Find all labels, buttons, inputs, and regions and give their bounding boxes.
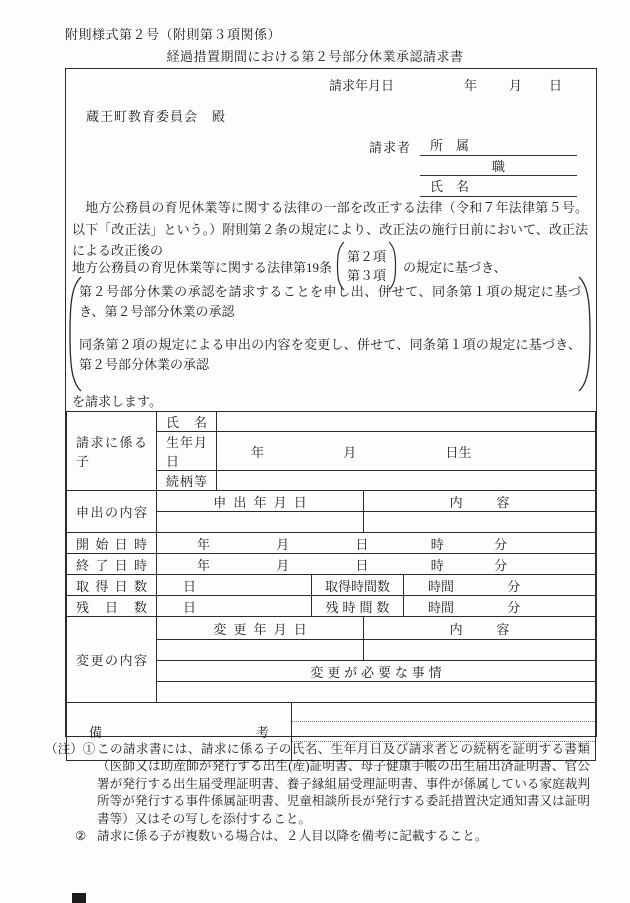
- child-dob-value-cell: [217, 432, 596, 471]
- options-block: [68, 275, 592, 393]
- start-hour-unit: 時: [430, 536, 444, 552]
- days-taken-value-cell: [157, 575, 312, 596]
- days-taken-label: 取得日数: [76, 578, 147, 594]
- child-relation-value-cell: [217, 471, 596, 491]
- end-year-unit: 年: [197, 557, 211, 573]
- days-left-label: 残日数: [76, 599, 147, 615]
- change-section-label: 変更の内容: [76, 653, 147, 668]
- form-number: 附則様式第２号（附則第３項関係）: [65, 27, 282, 42]
- child-name-label-cell: [157, 412, 217, 432]
- dob-year-unit: 年: [251, 444, 265, 460]
- dob-month-unit: 月: [343, 444, 357, 460]
- table-row: [67, 491, 596, 512]
- remarks-label: 備考: [89, 724, 269, 740]
- start-day-unit: 日: [355, 536, 369, 552]
- days-left-label-cell: [67, 596, 157, 617]
- requester-fields: [420, 135, 577, 197]
- request-date-row: [66, 75, 596, 94]
- requester-label: 請求者: [369, 140, 412, 155]
- child-dob-label: 生年月日: [166, 435, 207, 469]
- child-relation-label-cell: [157, 471, 217, 491]
- child-section-label-cell: [67, 412, 157, 491]
- application-content-value-cell: [364, 512, 596, 533]
- year-unit: 年: [464, 78, 478, 93]
- end-hour-unit: 時: [430, 557, 444, 573]
- addressee: 蔵王町教育委員会 殿: [86, 109, 227, 124]
- footnote-2-number: ②: [75, 829, 87, 844]
- hours-left-hour-unit: 時間: [428, 599, 455, 615]
- days-taken-unit: 日: [183, 578, 197, 594]
- child-section-label: 請求に係る子: [76, 435, 147, 469]
- change-reason-value-cell: [157, 682, 596, 703]
- start-year-unit: 年: [197, 536, 211, 552]
- remarks-line: [292, 703, 595, 722]
- application-content-header: 内容: [364, 491, 596, 512]
- child-name-label: 氏 名: [166, 415, 207, 430]
- change-reason-header: 変更が必要な事情: [157, 661, 596, 682]
- requester-position-field: 職: [420, 156, 577, 177]
- closing-text: を請求します。: [72, 394, 162, 409]
- days-left-unit: 日: [183, 599, 197, 615]
- request-date-label: 請求年月日: [329, 78, 395, 93]
- application-section-label-cell: [67, 491, 157, 533]
- start-minute-unit: 分: [494, 536, 508, 552]
- hours-taken-label-cell: 取得時間数: [312, 575, 404, 596]
- end-value-cell: [157, 554, 596, 575]
- change-date-value-cell: [157, 640, 364, 661]
- month-unit: 月: [509, 78, 523, 93]
- form-title: 経過措置期間における第２号部分休業承認請求書: [166, 49, 464, 64]
- clause-item-3: 第３項: [347, 268, 387, 283]
- table-row: [67, 575, 596, 596]
- change-content-header: 内容: [364, 617, 596, 640]
- end-minute-unit: 分: [494, 557, 508, 573]
- hours-left-minute-unit: 分: [507, 599, 521, 615]
- requester-name-field: 氏 名: [420, 176, 577, 197]
- footnote-1: [45, 741, 590, 828]
- application-section-label: 申出の内容: [76, 505, 147, 520]
- table-row: [67, 554, 596, 575]
- hours-left-label-cell: 残時間数: [312, 596, 404, 617]
- table-row: [67, 533, 596, 554]
- child-name-value-cell: [217, 412, 596, 432]
- option-change-request: 同条第２項の規定による申出の内容を変更し、併せて、同条第１項の規定に基づき、第２号部分休業の承認: [79, 337, 581, 372]
- change-section-label-cell: [67, 617, 157, 703]
- dob-day-unit: 日生: [445, 444, 472, 460]
- options-text: [79, 282, 581, 375]
- clause-post-text: の規定に基づき、: [403, 259, 507, 275]
- change-date-header: 変更年月日: [157, 617, 364, 640]
- table-row: [67, 412, 596, 432]
- days-left-value-cell: [157, 596, 312, 617]
- table-row: [67, 596, 596, 617]
- days-taken-label-cell: [67, 575, 157, 596]
- footnote-prefix: （注）①: [45, 742, 96, 756]
- footnote-2: [45, 828, 590, 845]
- day-unit: 日: [549, 78, 563, 93]
- scan-artifact: [72, 893, 86, 903]
- hours-taken-hour-unit: 時間: [428, 578, 455, 594]
- clause-item-2: 第２項: [347, 249, 387, 264]
- form-border-box: [65, 68, 597, 740]
- request-form-table: [66, 411, 596, 761]
- change-content-value-cell: [364, 640, 596, 661]
- requester-affiliation-field: 所 属: [420, 135, 577, 156]
- footnotes: [45, 741, 590, 845]
- end-label-cell: [67, 554, 157, 575]
- end-label: 終了日時: [76, 557, 147, 573]
- start-month-unit: 月: [276, 536, 290, 552]
- legal-paragraph: 地方公務員の育児休業等に関する法律の一部を改正する法律（令和７年法律第５号。以下「改正法」という。）附則第２条の規定により、改正法の施行日前において、改正法による改正後の: [72, 200, 588, 258]
- application-date-header: 申出年月日: [157, 491, 364, 512]
- end-month-unit: 月: [276, 557, 290, 573]
- table-row: [67, 617, 596, 640]
- end-day-unit: 日: [355, 557, 369, 573]
- application-date-value-cell: [157, 512, 364, 533]
- option-new-request: 第２号部分休業の承認を請求することを申し出、併せて、同条第１項の規定に基づき、第２号部分休業の承認: [79, 284, 581, 319]
- child-dob-label-cell: [157, 432, 217, 471]
- clause-pre-text: 地方公務員の育児休業等に関する法律第19条: [72, 259, 333, 275]
- hours-left-value-cell: [404, 596, 596, 617]
- start-value-cell: [157, 533, 596, 554]
- hours-taken-minute-unit: 分: [507, 578, 521, 594]
- start-label: 開始日時: [76, 536, 147, 552]
- footnote-2-text: 請求に係る子が複数いる場合は、２人目以降を備考に記載すること。: [97, 829, 488, 844]
- remarks-line: [292, 722, 595, 741]
- start-label-cell: [67, 533, 157, 554]
- footnote-1-text: この請求書には、請求に係る子の氏名、生年月日及び請求者との続柄を証明する書類（医師又は助産師が発行する出生(産)証明書、母子健康手帳の出生届出済証明書、官公署が発行する出生届受理証明書、養子縁組届受理証明書、事件が係属している家庭裁判所等が発行する事件係属証明書、児童相談所長が発行する委託措置決定通知書又は証明書等）又はその写しを添付すること。: [97, 742, 590, 826]
- child-relation-label: 続柄等: [166, 474, 207, 489]
- requester-block: [369, 135, 577, 197]
- hours-taken-value-cell: [404, 575, 596, 596]
